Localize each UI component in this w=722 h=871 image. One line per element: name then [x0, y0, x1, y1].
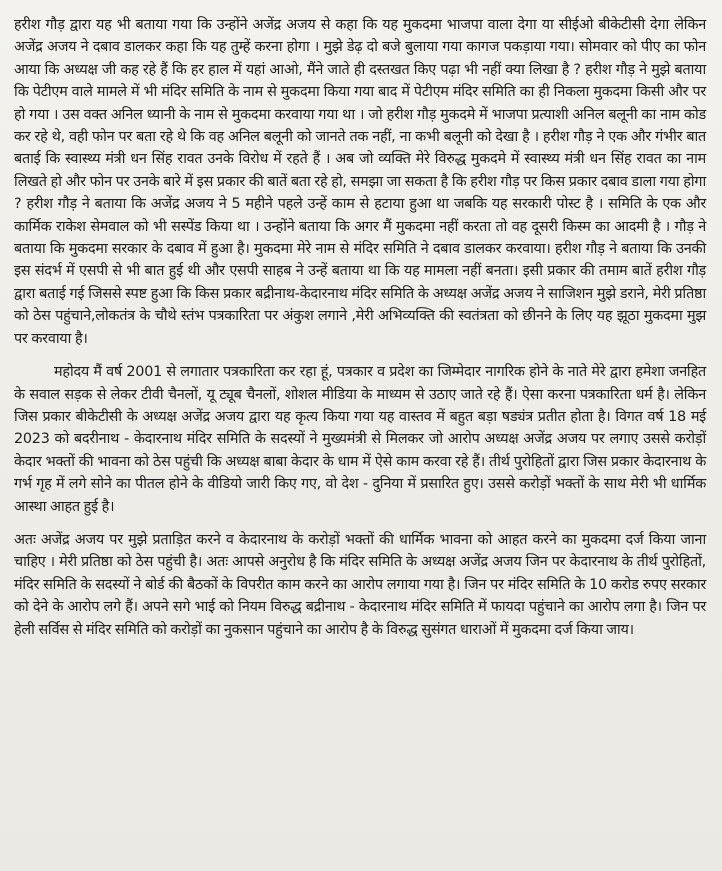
- paragraph-3: अतः अजेंद्र अजय पर मुझे प्रताड़ित करने व केदारनाथ के करोड़ों भक्तों की धार्मिक भावना को आहत करने का मुकदमा दर्ज किया जाना चाहिए । मेरी प्रतिष्ठा को ठेस पहुंची है। अतः आपसे अनुरोध है कि मंदिर समिति के अध्यक्ष अजेंद्र अजय जिन पर केदारनाथ के तीर्थ पुरोहितों, मंदिर समिति के सदस्यों ने बोर्ड की बैठकों के विपरीत काम करने का आरोप लगाया गया है। जिन पर मंदिर समिति के 10 करोड रुपए सरकार को देने के आरोप लगे हैं। अपने सगे भाई को नियम विरुद्ध बद्रीनाथ - केदारनाथ मंदिर समिति में फायदा पहुंचाने का आरोप लगा है। जिन पर हेली सर्विस से मंदिर समिति को करोड़ों का नुकसान पहुंचाने का आरोप है के विरुद्ध सुसंगत धाराओं में मुकदमा दर्ज किया जाय।: [14, 531, 706, 638]
- paragraph-gap: [14, 518, 706, 529]
- paragraph-1: हरीश गौड़ द्वारा यह भी बताया गया कि उन्होंने अजेंद्र अजय से कहा कि यह मुकदमा भाजपा वाला देगा या सीईओ बीकेटीसी देगा लेकिन अजेंद्र अजय ने दबाव डालकर कहा कि यह तुम्हें करना होगा । मुझे डेढ़ दो बजे बुलाया गया कागज पकड़ाया गया। सोमवार को पीए का फोन आया कि अध्यक्ष जी कह रहे हैं कि हर हाल में यहां आओ, मैंने जाते ही दस्तखत किए पढ़ा भी नहीं क्या लिखा है ? हरीश गौड़ ने मुझे बताया कि पेटीएम वाले मामले में भी मंदिर समिति के नाम से मुकदमा किया गया बाद में पेटीएम मंदिर समिति का ही निकला मुकदमा किसी और पर हो गया । उस वक्त अनिल ध्यानी के नाम से मुकदमा करवाया गया था । जो हरीश गौड़ मुकदमे में भाजपा प्रत्याशी अनिल बलूनी का नाम कोड कर रहे थे, वही फोन पर बता रहे थे कि वह अनिल बलूनी को जानते तक नहीं, ना कभी बलूनी को देखा है । हरीश गौड़ ने एक और गंभीर बात बताई कि स्वास्थ्य मंत्री धन सिंह रावत उनके विरोध में रहते हैं । अब जो व्यक्ति मेरे विरुद्ध मुकदमे में स्वास्थ्य मंत्री धन सिंह रावत का नाम लिखते हो और फोन पर उनके बारे में इस प्रकार की बातें बता रहे हो, समझा जा सकता है कि हरीश गौड़ पर किस प्रकार दबाव डाला गया होगा ? हरीश गौड़ ने बताया कि अजेंद्र अजय ने 5 महीने पहले उन्हें काम से हटाया हुआ था जबकि यह सरकारी पोस्ट है । समिति के एक और कार्मिक राकेश सेमवाल को भी सस्पेंड किया था । उन्होंने बताया कि अगर मैं मुकदमा नहीं करता तो वह दूसरी किस्म का आदमी है । गौड़ ने बताया कि मुकदमा सरकार के दबाव में हुआ है। मुकदमा मेरे नाम से मंदिर समिति ने दबाव डालकर करवाया। हरीश गौड़ ने बताया कि उनकी इस संदर्भ में एसपी से भी बात हुई थी और एसपी साहब ने उन्हें बताया था कि यह मामला नहीं बनता। इसी प्रकार की तमाम बातें हरीश गौड़ द्वारा बताई गई जिससे स्पष्ट हुआ कि किस प्रकार बद्रीनाथ-केदारनाथ मंदिर समिति के अध्यक्ष अजेंद्र अजय ने साजिशन मुझे डराने, मेरी प्रतिष्ठा को ठेस पहुंचाने,लोकतंत्र के चौथे स्तंभ पत्रकारिता पर अंकुश लगाने ,मेरी अभिव्यक्ति की स्वतंत्रता को छीनने के लिए यह झूठा मुकदमा मुझ पर करवाया है।: [14, 17, 706, 347]
- paragraph-gap: [14, 350, 706, 361]
- paragraph-2: महोदय मैं वर्ष 2001 से लगातार पत्रकारिता कर रहा हूं, पत्रकार व प्रदेश का जिम्मेदार नागरिक होने के नाते मेरे द्वारा हमेशा जनहित के सवाल सड़क से लेकर टीवी चैनलों, यू ट्यूब चैनलों, शोशल मीडिया के माध्यम से उठाए जाते रहे हैं। ऐसा करना पत्रकारिता धर्म है। लेकिन जिस प्रकार बीकेटीसी के अध्यक्ष अजेंद्र अजय द्वारा यह कृत्य किया गया यह वास्तव में बहुत बड़ा षड्यंत्र प्रतीत होता है। विगत वर्ष 18 मई 2023 को बदरीनाथ - केदारनाथ मंदिर समिति के सदस्यों ने मुख्यमंत्री से मिलकर जो आरोप अध्यक्ष अजेंद्र अजय पर लगाए उससे करोड़ों केदार भक्तों की भावना को ठेस पहुंची कि अध्यक्ष बाबा केदार के धाम में ऐसे काम करवा रहे हैं। तीर्थ पुरोहितों द्वारा जिस प्रकार केदारनाथ के गर्भ गृह में लगे सोने का पीतल होने के वीडियो जारी किए गए, वो देश - दुनिया में प्रसारित हुए। उससे करोड़ों भक्तों के साथ मेरी भी धार्मिक आस्था आहत हुई है।: [14, 364, 706, 515]
